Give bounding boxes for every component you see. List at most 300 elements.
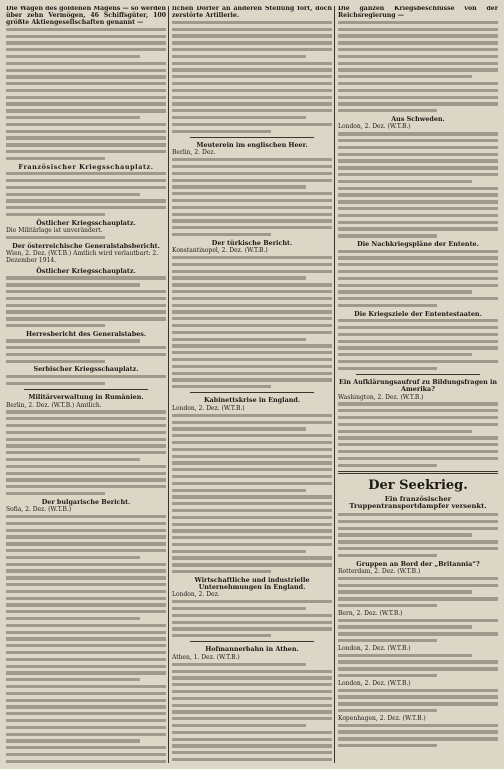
text-line bbox=[6, 206, 166, 209]
text-line bbox=[338, 402, 498, 405]
text-line bbox=[338, 333, 498, 336]
text-line bbox=[172, 82, 332, 85]
article-heading: Östlicher Kriegsschauplatz. bbox=[36, 266, 136, 275]
text-line bbox=[6, 179, 166, 182]
text-line bbox=[338, 639, 437, 642]
text-line bbox=[172, 226, 332, 229]
text-line bbox=[338, 132, 498, 135]
text-block bbox=[338, 689, 498, 713]
text-line bbox=[172, 206, 332, 209]
text-line bbox=[338, 625, 472, 628]
text-line bbox=[6, 692, 166, 695]
text-line bbox=[6, 569, 166, 572]
text-line bbox=[6, 492, 105, 495]
text-line bbox=[172, 55, 306, 58]
text-line bbox=[172, 256, 332, 259]
text-line bbox=[6, 186, 166, 189]
text-line bbox=[6, 28, 166, 31]
article-dateline: London, 2. Dez. (W.T.B.) bbox=[338, 123, 411, 131]
text-line bbox=[338, 89, 498, 92]
text-line bbox=[172, 62, 332, 65]
article bbox=[6, 268, 166, 327]
section-divider bbox=[190, 392, 314, 393]
text-line bbox=[338, 430, 472, 433]
text-line bbox=[172, 213, 332, 216]
text-line bbox=[338, 173, 498, 176]
text-block bbox=[6, 172, 166, 216]
text-line bbox=[172, 219, 332, 222]
article bbox=[338, 716, 498, 747]
text-line bbox=[338, 340, 498, 343]
article-heading: Ein Aufklärungsaufruf zu Bildungsfragen in Amerika? bbox=[338, 378, 498, 394]
text-line bbox=[6, 123, 166, 126]
text-line bbox=[6, 317, 166, 320]
text-line bbox=[6, 535, 166, 538]
text-line bbox=[6, 478, 166, 481]
text-line bbox=[6, 685, 166, 688]
text-line bbox=[172, 607, 306, 610]
text-line bbox=[172, 365, 332, 368]
text-line bbox=[6, 726, 166, 729]
text-line bbox=[172, 263, 332, 266]
text-line bbox=[338, 604, 437, 607]
article-heading: Meuterein im englischen Heer. bbox=[196, 140, 308, 149]
text-line bbox=[6, 542, 166, 545]
article bbox=[6, 164, 166, 217]
text-line bbox=[338, 436, 498, 439]
text-line bbox=[6, 739, 140, 742]
text-line bbox=[338, 547, 498, 550]
text-block bbox=[338, 513, 498, 557]
article-heading: Kabinettskrise in England. bbox=[203, 396, 301, 405]
section-divider bbox=[356, 374, 480, 375]
text-line bbox=[172, 489, 306, 492]
text-line bbox=[338, 450, 498, 453]
text-line bbox=[172, 710, 332, 713]
section-divider bbox=[190, 641, 314, 642]
text-line bbox=[172, 96, 332, 99]
text-line bbox=[6, 746, 166, 749]
text-block bbox=[338, 250, 498, 308]
text-line bbox=[6, 339, 140, 342]
text-block bbox=[338, 619, 498, 643]
text-line bbox=[172, 89, 332, 92]
text-line bbox=[338, 367, 437, 370]
text-line bbox=[338, 207, 498, 210]
text-block bbox=[6, 339, 166, 363]
text-line bbox=[172, 324, 332, 327]
column-rule bbox=[168, 6, 169, 763]
text-line bbox=[172, 724, 306, 727]
text-line bbox=[172, 68, 332, 71]
article-heading: Der österreichische Generalstabsbericht. bbox=[12, 241, 160, 250]
text-block bbox=[172, 600, 332, 637]
text-line bbox=[6, 75, 166, 78]
text-line bbox=[338, 674, 437, 677]
text-line bbox=[338, 102, 498, 105]
text-line bbox=[6, 417, 166, 420]
text-line bbox=[338, 180, 472, 183]
text-line bbox=[172, 509, 332, 512]
text-line bbox=[172, 192, 332, 195]
text-line bbox=[6, 563, 166, 566]
text-block bbox=[338, 319, 498, 370]
text-line bbox=[172, 676, 332, 679]
text-line bbox=[172, 372, 332, 375]
text-block bbox=[6, 276, 166, 327]
column-2 bbox=[172, 6, 332, 763]
article bbox=[6, 394, 166, 495]
text-line bbox=[172, 550, 306, 553]
text-line bbox=[172, 233, 271, 236]
text-line bbox=[6, 410, 166, 413]
article bbox=[338, 311, 498, 370]
article-heading: Die Nachkriegspläne der Entente. bbox=[357, 240, 479, 249]
text-line bbox=[6, 89, 166, 92]
text-line bbox=[6, 172, 166, 175]
text-line bbox=[172, 634, 271, 637]
text-line bbox=[338, 527, 498, 530]
text-line bbox=[338, 304, 437, 307]
text-line bbox=[6, 610, 166, 613]
text-line bbox=[338, 533, 472, 536]
article bbox=[338, 379, 498, 467]
section-divider bbox=[24, 389, 148, 390]
text-line bbox=[172, 627, 332, 630]
article bbox=[6, 366, 166, 385]
text-line bbox=[6, 82, 166, 85]
article-heading: Östlicher Kriegsschauplatz. bbox=[36, 218, 136, 227]
text-line bbox=[172, 270, 332, 273]
text-block bbox=[172, 663, 332, 763]
text-block bbox=[338, 724, 498, 748]
text-line bbox=[338, 290, 472, 293]
article bbox=[338, 646, 498, 677]
text-line bbox=[6, 290, 166, 293]
text-line bbox=[6, 382, 105, 385]
text-block bbox=[6, 28, 166, 160]
text-line bbox=[6, 96, 166, 99]
text-line bbox=[172, 21, 332, 24]
text-line bbox=[172, 109, 332, 112]
text-line bbox=[6, 651, 166, 654]
text-line bbox=[338, 139, 498, 142]
text-line bbox=[6, 424, 166, 427]
text-line bbox=[338, 319, 498, 322]
text-line bbox=[338, 702, 498, 705]
article bbox=[172, 142, 332, 236]
text-line bbox=[338, 146, 498, 149]
article-dateline: Athen, 1. Dez. (W.T.B.) bbox=[172, 653, 240, 661]
text-line bbox=[172, 351, 332, 354]
text-line bbox=[6, 109, 166, 112]
text-block bbox=[172, 158, 332, 236]
text-line bbox=[172, 523, 332, 526]
text-line bbox=[172, 297, 332, 300]
text-line bbox=[172, 75, 332, 78]
text-line bbox=[338, 75, 472, 78]
text-line bbox=[338, 153, 498, 156]
section-divider bbox=[338, 471, 498, 474]
article bbox=[338, 681, 498, 712]
text-line bbox=[338, 326, 498, 329]
text-line bbox=[338, 234, 437, 237]
text-line bbox=[172, 283, 332, 286]
text-line bbox=[172, 102, 332, 105]
text-line bbox=[338, 443, 498, 446]
text-line bbox=[172, 502, 332, 505]
text-line bbox=[6, 733, 166, 736]
text-line bbox=[338, 221, 498, 224]
text-line bbox=[172, 358, 332, 361]
text-line bbox=[172, 529, 332, 532]
column-1 bbox=[6, 6, 166, 763]
article-heading: Militärverwaltung in Rumänien. bbox=[28, 393, 144, 402]
text-line bbox=[6, 515, 166, 518]
text-line bbox=[6, 193, 140, 196]
text-line bbox=[6, 705, 166, 708]
text-line bbox=[338, 744, 437, 747]
text-line bbox=[172, 34, 332, 37]
text-line bbox=[172, 758, 332, 761]
text-line bbox=[338, 41, 498, 44]
article bbox=[6, 220, 166, 240]
article bbox=[172, 577, 332, 638]
text-line bbox=[172, 304, 332, 307]
text-line bbox=[6, 671, 166, 674]
text-line bbox=[338, 737, 498, 740]
article-heading: Serbischer Kriegsschauplatz. bbox=[33, 365, 139, 374]
text-line bbox=[338, 21, 498, 24]
text-line bbox=[338, 724, 498, 727]
text-line bbox=[172, 731, 332, 734]
text-line bbox=[172, 738, 332, 741]
text-line bbox=[172, 290, 332, 293]
text-line bbox=[172, 663, 306, 666]
text-line bbox=[172, 516, 332, 519]
text-line bbox=[6, 150, 166, 153]
text-line bbox=[6, 485, 166, 488]
column-rule bbox=[334, 6, 335, 763]
article-dateline: Sofia, 2. Dez. (W.T.B.) bbox=[6, 506, 72, 514]
column-lead: Die Wagen des goldenen Magens — so werden über zehn Vermögen, 46 Schiffsgüter, 100 größte Aktiengesellschaften genannt — bbox=[6, 6, 166, 26]
text-line bbox=[6, 199, 166, 202]
text-line bbox=[172, 482, 332, 485]
article-dateline: Bern, 2. Dez. (W.T.B.) bbox=[338, 609, 403, 617]
text-line bbox=[338, 227, 498, 230]
article bbox=[172, 240, 332, 389]
text-line bbox=[338, 584, 498, 587]
text-line bbox=[172, 172, 332, 175]
text-line bbox=[6, 665, 166, 668]
text-line bbox=[338, 62, 498, 65]
article-dateline: Kopenhagen, 2. Dez. (W.T.B.) bbox=[338, 714, 426, 722]
article-dateline: London, 2. Dez. (W.T.B.) bbox=[172, 404, 245, 412]
article bbox=[172, 646, 332, 763]
article-dateline: Die Militärlage ist unverändert. bbox=[6, 227, 103, 235]
text-line bbox=[6, 658, 166, 661]
text-line bbox=[172, 441, 332, 444]
text-line bbox=[6, 529, 166, 532]
text-line bbox=[172, 310, 332, 313]
column-lead: Die ganzen Kriegsbeschlüsse von der Reichsregierung — bbox=[338, 6, 498, 19]
text-line bbox=[6, 576, 166, 579]
text-line bbox=[6, 353, 166, 356]
text-line bbox=[6, 41, 166, 44]
text-block bbox=[338, 402, 498, 466]
text-line bbox=[338, 590, 472, 593]
article bbox=[338, 116, 498, 238]
text-line bbox=[172, 621, 332, 624]
text-line bbox=[338, 632, 498, 635]
text-line bbox=[6, 324, 105, 327]
text-line bbox=[338, 416, 498, 419]
text-line bbox=[172, 378, 332, 381]
text-line bbox=[6, 590, 166, 593]
text-line bbox=[172, 116, 306, 119]
text-line bbox=[172, 744, 332, 747]
text-line bbox=[6, 472, 166, 475]
text-line bbox=[338, 730, 498, 733]
text-line bbox=[6, 143, 166, 146]
text-line bbox=[6, 102, 166, 105]
text-line bbox=[6, 130, 166, 133]
text-line bbox=[172, 130, 271, 133]
text-line bbox=[338, 284, 498, 287]
text-line bbox=[6, 644, 166, 647]
text-line bbox=[6, 522, 166, 525]
text-block bbox=[172, 414, 332, 574]
text-line bbox=[6, 310, 166, 313]
text-line bbox=[172, 41, 332, 44]
text-block bbox=[6, 236, 166, 239]
text-line bbox=[172, 385, 271, 388]
article-heading: Wirtschaftliche und industrielle Unternehmungen in England. bbox=[194, 575, 310, 591]
text-line bbox=[6, 699, 166, 702]
text-line bbox=[338, 68, 498, 71]
text-line bbox=[338, 256, 498, 259]
text-line bbox=[172, 28, 332, 31]
article-dateline: Wien, 2. Dez. (W.T.B.) Amtlich wird verlautbart: 2. Dezember 1914. bbox=[6, 250, 159, 265]
text-line bbox=[338, 667, 498, 670]
text-line bbox=[172, 185, 306, 188]
text-line bbox=[338, 109, 437, 112]
banner-subheading: Ein französischer Truppentransportdampfer versenkt. bbox=[349, 494, 487, 511]
text-line bbox=[6, 431, 166, 434]
text-line bbox=[338, 457, 498, 460]
text-line bbox=[6, 556, 140, 559]
text-line bbox=[338, 689, 498, 692]
text-line bbox=[338, 346, 498, 349]
text-line bbox=[6, 719, 166, 722]
text-line bbox=[172, 455, 332, 458]
text-line bbox=[6, 458, 140, 461]
text-line bbox=[338, 48, 498, 51]
column-3 bbox=[338, 6, 498, 763]
text-block bbox=[338, 132, 498, 237]
text-line bbox=[172, 165, 332, 168]
text-line bbox=[338, 577, 498, 580]
text-line bbox=[6, 304, 166, 307]
article-heading: Der türkische Bericht. bbox=[211, 238, 293, 247]
article bbox=[172, 397, 332, 573]
text-line bbox=[6, 213, 105, 216]
text-line bbox=[6, 678, 140, 681]
text-line bbox=[338, 709, 437, 712]
text-line bbox=[338, 270, 498, 273]
text-line bbox=[6, 69, 166, 72]
text-line bbox=[6, 360, 105, 363]
text-line bbox=[172, 600, 332, 603]
text-line bbox=[338, 409, 498, 412]
text-block bbox=[6, 410, 166, 495]
text-line bbox=[338, 187, 498, 190]
article-heading: Der bulgarische Bericht. bbox=[41, 497, 131, 506]
article-dateline: Berlin, 2. Dez. bbox=[172, 149, 216, 157]
text-line bbox=[172, 434, 332, 437]
text-line bbox=[338, 520, 498, 523]
article-dateline: Berlin, 2. Dez. (W.T.B.) Amtlich. bbox=[6, 401, 102, 409]
text-line bbox=[172, 48, 332, 51]
text-line bbox=[172, 338, 306, 341]
text-line bbox=[172, 344, 332, 347]
text-line bbox=[172, 276, 306, 279]
text-line bbox=[172, 614, 332, 617]
text-line bbox=[172, 556, 332, 559]
text-line bbox=[6, 62, 166, 65]
article-heading: Französischer Kriegsschauplatz. bbox=[18, 162, 154, 171]
text-line bbox=[6, 157, 105, 160]
text-block bbox=[6, 515, 166, 763]
text-line bbox=[338, 82, 498, 85]
text-line bbox=[338, 166, 498, 169]
text-line bbox=[6, 236, 105, 239]
text-line bbox=[6, 136, 166, 139]
text-line bbox=[172, 179, 332, 182]
text-line bbox=[172, 717, 332, 720]
text-block bbox=[6, 375, 166, 385]
text-line bbox=[6, 346, 166, 349]
text-line bbox=[6, 637, 166, 640]
text-line bbox=[338, 96, 498, 99]
section-banner: Der Seekrieg. bbox=[368, 477, 468, 493]
text-line bbox=[338, 55, 498, 58]
text-line bbox=[172, 751, 332, 754]
text-line bbox=[172, 563, 332, 566]
text-line bbox=[338, 554, 437, 557]
text-line bbox=[6, 603, 166, 606]
text-line bbox=[338, 250, 498, 253]
text-line bbox=[172, 697, 332, 700]
text-line bbox=[6, 451, 166, 454]
text-line bbox=[172, 536, 332, 539]
text-line bbox=[6, 55, 140, 58]
text-line bbox=[338, 619, 498, 622]
text-line bbox=[6, 712, 166, 715]
text-line bbox=[6, 631, 166, 634]
article-dateline: Washington, 2. Dez. (W.T.B.) bbox=[338, 393, 424, 401]
text-line bbox=[172, 427, 306, 430]
section-divider bbox=[190, 137, 314, 138]
text-line bbox=[172, 704, 332, 707]
text-block bbox=[338, 21, 498, 113]
text-line bbox=[172, 421, 332, 424]
text-line bbox=[172, 331, 332, 334]
text-line bbox=[338, 214, 498, 217]
article-dateline: London, 2. Dez. (W.T.B.) bbox=[338, 679, 411, 687]
text-line bbox=[172, 158, 332, 161]
text-block bbox=[172, 256, 332, 388]
